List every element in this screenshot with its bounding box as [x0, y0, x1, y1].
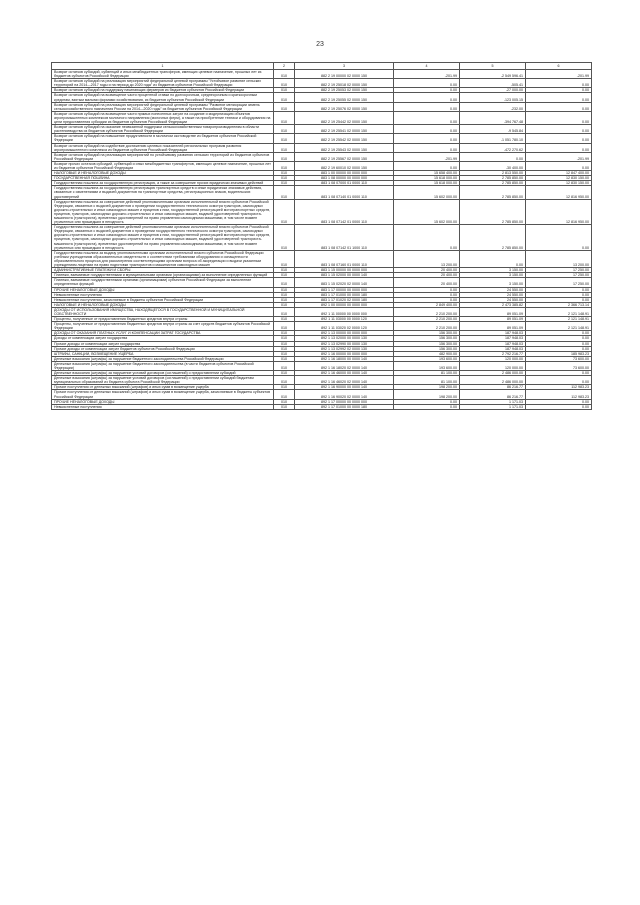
column-header: 5: [460, 63, 526, 70]
row-code: 010: [274, 287, 295, 292]
row-kbk: 883 1 17 00000 00 0000 000: [295, 287, 394, 292]
row-code: 010: [274, 341, 295, 346]
row-name: Возврат остатков субсидий на реализацию мероприятий федеральной целевой программы "Устойчивое развитие сельских территорий на 2014—2017 годы и на период до 2020 года" из бюджетов субъектов Российской Федерации: [52, 79, 274, 88]
row-unexecuted: 0.00: [526, 134, 592, 143]
row-approved: 0.00: [394, 399, 460, 404]
row-kbk: 892 1 16 46020 02 0000 140: [295, 376, 394, 385]
row-code: 010: [274, 181, 295, 186]
row-approved: 81 100.00: [394, 371, 460, 376]
row-code: 010: [274, 331, 295, 336]
row-executed: 86 216.77: [460, 385, 526, 390]
row-code: 010: [274, 134, 295, 143]
row-kbk: 883 1 17 01000 00 0000 180: [295, 292, 394, 297]
row-kbk: 892 1 13 02000 00 0000 130: [295, 336, 394, 341]
row-executed: 1 171.03: [460, 404, 526, 409]
row-approved: 0.00: [394, 93, 460, 102]
row-unexecuted: 2 121 148.91: [526, 322, 592, 331]
row-executed: -394 767.48: [460, 111, 526, 124]
row-executed: -1 051 780.10: [460, 134, 526, 143]
row-executed: 2 473 385.82: [460, 302, 526, 307]
row-name: Денежные взыскания (штрафы) за нарушение условий договоров (соглашений) о предоставлении субсидий бюджетам муниципальных образований из бюджета субъекта Российской Федерации: [52, 376, 274, 385]
row-name: Прочие доходы от компенсации затрат бюджетов субъектов Российской Федерации: [52, 346, 274, 351]
row-name: Возврат остатков субсидий, субвенций и иных межбюджетных трансферов, имеющих целевое назначение, прошлых лет из бюджетов субъектов Российской Федерации: [52, 70, 274, 79]
row-approved: 15 602 000.00: [394, 199, 460, 225]
row-executed: 187 948.03: [460, 336, 526, 341]
row-unexecuted: 0.00: [526, 125, 592, 134]
row-kbk: 892 1 17 01000 00 0000 180: [295, 404, 394, 409]
row-unexecuted: 73 600.00: [526, 356, 592, 361]
row-approved: 156 300.00: [394, 341, 460, 346]
row-kbk: 892 1 16 90020 02 0000 140: [295, 390, 394, 399]
row-unexecuted: 12 830 150.00: [526, 181, 592, 186]
row-approved: 2 210 200.00: [394, 307, 460, 316]
row-kbk: 883 1 08 07160 01 0000 110: [295, 250, 394, 267]
row-executed: 2 486 000.00: [460, 371, 526, 376]
row-name: ДОХОДЫ ОТ ИСПОЛЬЗОВАНИЯ ИМУЩЕСТВА, НАХОДЯЩЕГОСЯ В ГОСУДАРСТВЕННОЙ И МУНИЦИПАЛЬНОЙ СОБСТВЕННОСТИ: [52, 307, 274, 316]
row-kbk: 882 2 19 25076 02 0000 150: [295, 102, 394, 111]
row-kbk: 892 1 16 46000 00 0000 140: [295, 371, 394, 376]
table-row: [52, 376, 592, 385]
table-row: [52, 125, 592, 134]
row-name: Невыясненные поступления: [52, 404, 274, 409]
row-name: Прочие доходы от компенсации затрат государства: [52, 341, 274, 346]
row-executed: 2 785 850.00: [460, 186, 526, 199]
row-unexecuted: 185 983.23: [526, 351, 592, 356]
table-row: [52, 152, 592, 161]
table-row: [52, 250, 592, 267]
row-code: 010: [274, 176, 295, 181]
row-kbk: 892 1 16 90000 00 0000 140: [295, 385, 394, 390]
row-unexecuted: 12 816 950.00: [526, 186, 592, 199]
row-name: Возврат остатков субсидий на оказание несвязанной поддержки сельскохозяйственным товаропроизводителям в области растениеводства из бюджетов субъектов Российской Федерации: [52, 125, 274, 134]
table-row: [52, 390, 592, 399]
page-number: 23: [316, 41, 324, 48]
row-executed: 89 051.09: [460, 317, 526, 322]
row-approved: 0.00: [394, 125, 460, 134]
row-kbk: 892 1 00 00000 00 0000 000: [295, 302, 394, 307]
row-name: ШТРАФЫ, САНКЦИИ, ВОЗМЕЩЕНИЕ УЩЕРБА: [52, 351, 274, 356]
row-executed: 3 150.00: [460, 273, 526, 278]
row-name: Прочие поступления от денежных взысканий (штрафов) и иных сумм в возмещение ущерба: [52, 385, 274, 390]
row-approved: 0.00: [394, 225, 460, 251]
row-executed: 2 813 550.00: [460, 171, 526, 176]
column-header: 2: [274, 63, 295, 70]
row-kbk: 882 2 19 00000 02 0000 150: [295, 70, 394, 79]
row-approved: 0.00: [394, 161, 460, 170]
row-unexecuted: 0.00: [526, 225, 592, 251]
row-code: 010: [274, 356, 295, 361]
row-kbk: 892 1 16 18000 00 0000 140: [295, 356, 394, 361]
row-kbk: 883 1 08 07142 01 1000 110: [295, 225, 394, 251]
row-approved: 482 900.00: [394, 351, 460, 356]
row-code: 010: [274, 273, 295, 278]
table-row: [52, 93, 592, 102]
row-executed: 3 150.00: [460, 278, 526, 287]
row-name: Невыясненные поступления: [52, 292, 274, 297]
row-executed: -30 400.00: [460, 161, 526, 170]
row-name: НАЛОГОВЫЕ И НЕНАЛОГОВЫЕ ДОХОДЫ: [52, 171, 274, 176]
row-name: Возврат остатков субсидий на поддержку начинающих фермеров из бюджетов субъектов Российской Федерации: [52, 88, 274, 93]
row-code: 010: [274, 336, 295, 341]
row-executed: 89 051.09: [460, 307, 526, 316]
row-kbk: 883 1 15 00000 00 0000 000: [295, 268, 394, 273]
row-name: Государственная пошлина за государственную регистрацию, а также за совершение прочих юридически значимых действий: [52, 181, 274, 186]
row-name: ГОСУДАРСТВЕННАЯ ПОШЛИНА: [52, 176, 274, 181]
row-approved: 0.00: [394, 143, 460, 152]
column-header: 4: [394, 63, 460, 70]
row-executed: 0.00: [460, 250, 526, 267]
row-name: АДМИНИСТРАТИВНЫЕ ПЛАТЕЖИ И СБОРЫ: [52, 268, 274, 273]
row-executed: 1 171.03: [460, 399, 526, 404]
row-name: Доходы от компенсации затрат государства: [52, 336, 274, 341]
row-approved: 156 300.00: [394, 346, 460, 351]
row-kbk: 883 1 08 07142 01 0000 110: [295, 199, 394, 225]
row-executed: 2 486 000.00: [460, 376, 526, 385]
row-approved: 81 100.00: [394, 376, 460, 385]
row-approved: 0.00: [394, 111, 460, 124]
row-name: ДОХОДЫ ОТ ОКАЗАНИЯ ПЛАТНЫХ УСЛУГ И КОМПЕНСАЦИИ ЗАТРАТ ГОСУДАРСТВА: [52, 331, 274, 336]
row-code: 010: [274, 346, 295, 351]
row-approved: 15 618 000.00: [394, 176, 460, 181]
row-executed: 2 785 850.00: [460, 181, 526, 186]
row-unexecuted: 0.00: [526, 331, 592, 336]
row-code: 010: [274, 70, 295, 79]
row-code: 010: [274, 111, 295, 124]
row-unexecuted: 0.00: [526, 161, 592, 170]
row-name: Государственная пошлина за совершение действий уполномоченными органами исполнительной власти субъектов Российской Федерации, связанных с выдачей документов о проведении государственного технического осмотра тракторов, самоходных дорожно-строительных и иных самоходных машин и прицепов к ним, государственной регистрацией мототранспортных средств, прицепов, тракторов, самоходных дорожно-строительных и иных самоходных машин, выдачей удостоверений тракториста-машиниста (тракториста), временных удостоверений на право управления самоходными машинами, в том числе взамен утраченных или пришедших в негодность: [52, 225, 274, 251]
row-kbk: 882 2 19 25543 02 0000 150: [295, 143, 394, 152]
row-name: Платежи, взимаемые государственными и муниципальными органами (организациями) за выполнение определенных функций: [52, 273, 274, 278]
row-executed: 2 785 850.00: [460, 199, 526, 225]
row-code: 010: [274, 399, 295, 404]
row-unexecuted: 0.00: [526, 143, 592, 152]
row-executed: -123 005.15: [460, 93, 526, 102]
row-executed: 2 785 850.00: [460, 225, 526, 251]
row-kbk: 883 1 08 00000 00 0000 000: [295, 176, 394, 181]
row-kbk: 892 1 11 03020 02 0000 120: [295, 322, 394, 331]
row-code: 010: [274, 102, 295, 111]
table-row: [52, 331, 592, 336]
row-name: Государственная пошлина за выдачу уполномоченными органами исполнительной власти субъектов Российской Федерации учебным учреждениям образовательных свидетельств о соответствии требованиям оборудования и оснащенности образовательного процесса для рассмотрения соответствующими органами вопроса об аккредитации и выдачи указанным учреждениям лицензии на право подготовки трактористов и машинистов самоходных машин: [52, 250, 274, 267]
row-unexecuted: 12 816 950.00: [526, 199, 592, 225]
table-row: [52, 307, 592, 316]
row-kbk: 882 2 19 25055 02 0000 150: [295, 93, 394, 102]
row-approved: 20 400.00: [394, 273, 460, 278]
row-approved: 15 602 000.00: [394, 186, 460, 199]
row-unexecuted: 2 121 148.91: [526, 317, 592, 322]
row-unexecuted: 0.00: [526, 79, 592, 88]
row-approved: 0.00: [394, 287, 460, 292]
row-name: ПРОЧИЕ НЕНАЛОГОВЫЕ ДОХОДЫ: [52, 399, 274, 404]
row-kbk: 892 1 11 00000 00 0000 000: [295, 307, 394, 316]
revenue-table: [51, 62, 592, 410]
row-code: 010: [274, 250, 295, 267]
row-kbk: 882 2 19 25442 02 0000 150: [295, 111, 394, 124]
row-code: 010: [274, 268, 295, 273]
row-approved: 2 849 400.00: [394, 302, 460, 307]
row-kbk: 892 1 16 18020 02 0000 140: [295, 361, 394, 370]
row-approved: 0.00: [394, 102, 460, 111]
row-name: Возврат остатков субсидий на повышение продуктивности в молочном скотоводстве из бюджетов субъектов Российской Федерации: [52, 134, 274, 143]
row-unexecuted: 2 366 713.14: [526, 302, 592, 307]
row-unexecuted: 112 983.23: [526, 385, 592, 390]
row-name: Возврат остатков субсидий на возмещение части прямых понесенных затрат на создание и модернизацию объектов агропромышленных комплексов молочного направления (молочных ферм), а также на приобретение техники и оборудования на цели предоставления субсидии из бюджетов субъектов Российской Федерации: [52, 111, 274, 124]
row-approved: 0.00: [394, 79, 460, 88]
row-approved: -201.99: [394, 70, 460, 79]
row-name: Денежные взыскания (штрафы) за нарушение бюджетного законодательства Российской Федерации: [52, 356, 274, 361]
row-name: Государственная пошлина за государственную регистрацию транспортных средств и иные юридически значимые действия, связанные с изменениями и выдачей документов на транспортные средства, регистрационных знаков, водительских удостоверений: [52, 186, 274, 199]
row-kbk: 882 2 19 25541 02 0000 150: [295, 125, 394, 134]
table-row: [52, 143, 592, 152]
row-unexecuted: 12 830 150.00: [526, 176, 592, 181]
row-executed: 89 051.09: [460, 322, 526, 331]
row-code: 010: [274, 143, 295, 152]
row-approved: -201.99: [394, 152, 460, 161]
row-code: 010: [274, 361, 295, 370]
row-approved: 156 300.00: [394, 331, 460, 336]
row-code: 010: [274, 292, 295, 297]
table-row: [52, 273, 592, 278]
row-kbk: 892 1 16 00000 00 0000 000: [295, 351, 394, 356]
row-unexecuted: 0.00: [526, 371, 592, 376]
table-row: [52, 317, 592, 322]
row-approved: 156 300.00: [394, 336, 460, 341]
row-kbk: 882 2 19 25567 02 0000 150: [295, 152, 394, 161]
row-executed: 86 216.77: [460, 390, 526, 399]
row-code: 010: [274, 297, 295, 302]
row-code: 010: [274, 351, 295, 356]
row-approved: 2 210 200.00: [394, 317, 460, 322]
row-unexecuted: 0.00: [526, 399, 592, 404]
row-code: 010: [274, 390, 295, 399]
row-kbk: 883 1 08 07140 01 0000 110: [295, 186, 394, 199]
row-kbk: 883 1 00 00000 00 0000 000: [295, 171, 394, 176]
row-code: 010: [274, 307, 295, 316]
table-row: [52, 102, 592, 111]
table-row: [52, 199, 592, 225]
table-row: [52, 181, 592, 186]
row-kbk: 883 1 17 01020 02 0000 180: [295, 297, 394, 302]
table-row: [52, 346, 592, 351]
row-name: Прочие поступления от денежных взысканий (штрафов) и иных сумм в возмещение ущерба, зачисляемые в бюджеты субъектов Российской Федерации: [52, 390, 274, 399]
row-unexecuted: 2 121 148.91: [526, 307, 592, 316]
row-unexecuted: 0.00: [526, 341, 592, 346]
table-row: [52, 341, 592, 346]
row-name: Возврат остатков субсидий на реализацию мероприятий по устойчивому развитию сельских территорий из бюджетов субъектов Российской Федерации: [52, 152, 274, 161]
column-header: 6: [526, 63, 592, 70]
table-body: [52, 70, 592, 410]
row-code: 010: [274, 186, 295, 199]
table-row: [52, 322, 592, 331]
row-executed: 187 948.03: [460, 341, 526, 346]
row-code: 010: [274, 152, 295, 161]
row-executed: -2 549 596.41: [460, 70, 526, 79]
row-code: 010: [274, 171, 295, 176]
row-approved: 0.00: [394, 88, 460, 93]
table-row: [52, 161, 592, 170]
row-name: Возврат остатков субсидий на содействие достижению целевых показателей региональных программ развития агропромышленного комплекса из бюджетов субъектов Российской Федерации: [52, 143, 274, 152]
row-name: Возврат остатков субсидий на возмещение части процентной ставки по долгосрочным, среднесрочным и краткосрочным кредитам, взятым малыми формами хозяйствования, из бюджетов субъектов Российской Федерации: [52, 93, 274, 102]
row-approved: 0.00: [394, 292, 460, 297]
row-approved: 15 658 400.00: [394, 171, 460, 176]
row-unexecuted: 0.00: [526, 292, 592, 297]
table-row: [52, 356, 592, 361]
row-kbk: 892 1 17 00000 00 0000 000: [295, 399, 394, 404]
row-unexecuted: -201.99: [526, 152, 592, 161]
row-name: Возврат остатков субсидий на реализацию мероприятий федеральной целевой программы "Развитие мелиорации земель сельскохозяйственного назначения России на 2014—2020 годы" из бюджетов субъектов Российской Федерации: [52, 102, 274, 111]
row-unexecuted: 0.00: [526, 404, 592, 409]
row-approved: 0.00: [394, 404, 460, 409]
row-unexecuted: 0.00: [526, 336, 592, 341]
table-row: [52, 297, 592, 302]
row-kbk: 882 2 19 25053 02 0000 150: [295, 88, 394, 93]
row-name: Невыясненные поступления, зачисляемые в бюджеты субъектов Российской Федерации: [52, 297, 274, 302]
row-unexecuted: -201.99: [526, 70, 592, 79]
table-row: [52, 225, 592, 251]
row-executed: 120 000.00: [460, 361, 526, 370]
row-kbk: 882 2 19 25018 02 0000 150: [295, 79, 394, 88]
row-code: 010: [274, 93, 295, 102]
row-executed: -9 545.84: [460, 125, 526, 134]
row-approved: 193 600.00: [394, 361, 460, 370]
table-row: [52, 351, 592, 356]
row-executed: -505.41: [460, 79, 526, 88]
row-code: 010: [274, 322, 295, 331]
row-kbk: 892 1 11 03000 00 0000 120: [295, 317, 394, 322]
row-executed: 24 550.00: [460, 297, 526, 302]
row-unexecuted: 0.00: [526, 287, 592, 292]
table-row: [52, 134, 592, 143]
row-executed: -27 000.00: [460, 88, 526, 93]
row-approved: 20 400.00: [394, 268, 460, 273]
row-approved: 15 618 000.00: [394, 181, 460, 186]
row-kbk: 882 2 19 60010 02 0000 150: [295, 161, 394, 170]
row-code: 010: [274, 385, 295, 390]
table-header-row: [52, 63, 592, 70]
row-executed: -232.00: [460, 102, 526, 111]
table-row: [52, 186, 592, 199]
row-code: 010: [274, 125, 295, 134]
row-name: Государственная пошлина за совершение действий уполномоченными органами исполнительной власти субъектов Российской Федерации, связанных с выдачей документов о проведении государственного технического осмотра тракторов, самоходных дорожно-строительных и иных самоходных машин и прицепов к ним, государственной регистрацией мототранспортных средств, прицепов, тракторов, самоходных дорожно-строительных и иных самоходных машин, выдачей удостоверений тракториста-машиниста (тракториста), временных удостоверений на право управления самоходными машинами, в том числе взамен утраченных или пришедших в негодность: [52, 199, 274, 225]
row-unexecuted: 12 847 400.00: [526, 171, 592, 176]
table-row: [52, 88, 592, 93]
row-name: НАЛОГОВЫЕ И НЕНАЛОГОВЫЕ ДОХОДЫ: [52, 302, 274, 307]
row-executed: 187 948.03: [460, 331, 526, 336]
row-approved: 0.00: [394, 297, 460, 302]
row-kbk: 892 1 13 02992 02 0000 130: [295, 346, 394, 351]
row-executed: 24 550.00: [460, 287, 526, 292]
row-kbk: 882 2 19 25542 02 0000 150: [295, 134, 394, 143]
row-name: Денежные взыскания (штрафы) за нарушение условий договоров (соглашений) о предоставлении субсидий: [52, 371, 274, 376]
table-row: [52, 361, 592, 370]
table-row: [52, 79, 592, 88]
row-kbk: 883 1 08 07000 01 0000 110: [295, 181, 394, 186]
column-header: 3: [295, 63, 394, 70]
row-unexecuted: 0.00: [526, 346, 592, 351]
row-executed: -472 270.62: [460, 143, 526, 152]
row-executed: 0.00: [460, 152, 526, 161]
table-row: [52, 278, 592, 287]
row-approved: 2 210 200.00: [394, 322, 460, 331]
row-approved: 198 200.00: [394, 390, 460, 399]
row-kbk: 892 1 13 00000 00 0000 000: [295, 331, 394, 336]
row-code: 010: [274, 88, 295, 93]
row-name: ПРОЧИЕ НЕНАЛОГОВЫЕ ДОХОДЫ: [52, 287, 274, 292]
row-approved: 198 200.00: [394, 385, 460, 390]
row-name: Возврат прочих остатков субсидий, субвенций и иных межбюджетных трансфертов, имеющих целевое назначение, прошлых лет из бюджетов субъектов Российской Федерации: [52, 161, 274, 170]
table-row: [52, 70, 592, 79]
row-unexecuted: 17 250.00: [526, 268, 592, 273]
row-kbk: 892 1 13 02990 00 0000 130: [295, 341, 394, 346]
table-row: [52, 385, 592, 390]
row-unexecuted: 0.00: [526, 93, 592, 102]
row-executed: 187 948.03: [460, 346, 526, 351]
row-name: Проценты, полученные от предоставления бюджетных кредитов внутри страны: [52, 317, 274, 322]
row-code: 010: [274, 278, 295, 287]
row-executed: 24 550.00: [460, 292, 526, 297]
table-row: [52, 111, 592, 124]
row-unexecuted: 17 250.00: [526, 278, 592, 287]
row-code: 010: [274, 302, 295, 307]
row-approved: 0.00: [394, 134, 460, 143]
row-approved: 20 400.00: [394, 278, 460, 287]
row-code: 010: [274, 376, 295, 385]
row-unexecuted: 0.00: [526, 88, 592, 93]
row-unexecuted: 13 200.00: [526, 250, 592, 267]
row-kbk: 883 1 15 02000 00 0000 140: [295, 273, 394, 278]
table-row: [52, 371, 592, 376]
table-row: [52, 404, 592, 409]
row-executed: 120 000.00: [460, 356, 526, 361]
row-code: 010: [274, 317, 295, 322]
row-executed: 2 785 850.00: [460, 176, 526, 181]
row-name: Денежные взыскания (штрафы) за нарушение бюджетного законодательства (в части бюджетов субъектов Российской Федерации): [52, 361, 274, 370]
row-executed: 2 792 216.77: [460, 351, 526, 356]
row-unexecuted: 112 983.23: [526, 390, 592, 399]
row-approved: 13 200.00: [394, 250, 460, 267]
row-unexecuted: 0.00: [526, 102, 592, 111]
row-unexecuted: 0.00: [526, 297, 592, 302]
row-unexecuted: 73 600.00: [526, 361, 592, 370]
row-unexecuted: 17 250.00: [526, 273, 592, 278]
row-code: 010: [274, 404, 295, 409]
row-name: Платежи, взимаемые государственными органами (организациями) субъектов Российской Федерации за выполнение определенных функций: [52, 278, 274, 287]
row-code: 010: [274, 199, 295, 225]
row-unexecuted: 0.00: [526, 111, 592, 124]
row-approved: 193 600.00: [394, 356, 460, 361]
row-code: 010: [274, 161, 295, 170]
row-code: 010: [274, 371, 295, 376]
row-code: 010: [274, 225, 295, 251]
row-executed: 3 150.00: [460, 268, 526, 273]
row-kbk: 883 1 15 02020 02 0000 140: [295, 278, 394, 287]
row-code: 010: [274, 79, 295, 88]
row-unexecuted: 0.00: [526, 376, 592, 385]
column-header: 1: [52, 63, 274, 70]
row-name: Проценты, полученные от предоставления бюджетных кредитов внутри страны за счет средств бюджетов субъектов Российской Федерации: [52, 322, 274, 331]
